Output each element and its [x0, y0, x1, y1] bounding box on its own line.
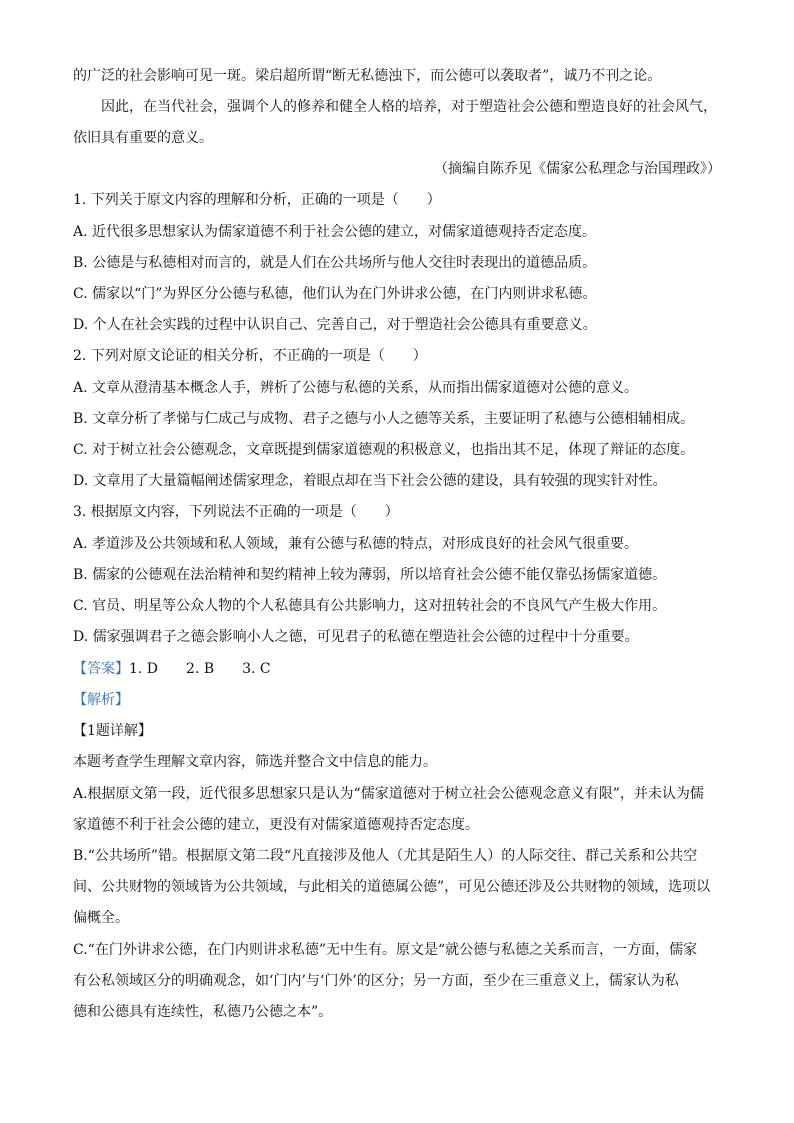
question-option: B. 文章分析了孝悌与仁成己与成物、君子之德与小人之德等关系，主要证明了私德与公德相辅相成。: [73, 411, 695, 427]
question-stem: 2. 下列对原文论证的相关分析，不正确的一项是（ ）: [73, 348, 427, 364]
analysis-heading: [73, 690, 723, 710]
analysis-line: 有公私领域区分的明确观念，如‘门内’与‘门外’的区分；另一方面，至少在三重意义上，儒家认为私: [73, 973, 679, 989]
question-option: B. 公德是与私德相对而言的，就是人们在公共场所与他人交往时表现出的道德品质。: [73, 255, 597, 271]
question-option: C. 对于树立社会公德观念，文章既提到儒家道德观的积极意义，也指出其不足，体现了辩证的态度。: [73, 442, 695, 458]
answer-tag: 【答案】: [73, 661, 129, 677]
passage-line: 的广泛的社会影响可见一斑。梁启超所谓“断无私德浊下，而公德可以袭取者”，诚乃不刊之论。: [73, 68, 662, 84]
analysis-tag: 【解析】: [73, 692, 129, 708]
analysis-line: 偏概全。: [73, 910, 129, 926]
question-option: D. 个人在社会实践的过程中认识自己、完善自己，对于塑造社会公德具有重要意义。: [73, 317, 597, 333]
analysis-line: C.“在门外讲求公德，在门内则讲求私德”无中生有。原文是“就公德与私德之关系而言，一方面，儒家: [73, 942, 698, 958]
question-option: C. 儒家以“门”为界区分公德与私德，他们认为在门外讲求公德，在门内则讲求私德。: [73, 286, 597, 302]
question-option: B. 儒家的公德观在法治精神和契约精神上较为薄弱，所以培育社会公德不能仅靠弘扬儒家道德。: [73, 567, 667, 583]
q1-analysis-header: 【1题详解】: [73, 723, 152, 739]
analysis-line: 间、公共财物的领域皆为公共领域，与此相关的道德属公德”，可见公德还涉及公共财物的领域，选项以: [73, 879, 711, 895]
analysis-line: B.“公共场所”错。根据原文第二段“凡直接涉及他人（尤其是陌生人）的人际交往、群己关系和公共空: [73, 848, 698, 864]
question-option: A. 孝道涉及公共领域和私人领域，兼有公德与私德的特点，对形成良好的社会风气很重要。: [73, 536, 639, 552]
question-stem: 1. 下列关于原文内容的理解和分析，正确的一项是（ ）: [73, 192, 441, 208]
analysis-line: A.根据原文第一段，近代很多思想家只是认为“儒家道德对于树立社会公德观念意义有限”，并未认为儒: [73, 786, 704, 802]
passage-line: 因此，在当代社会，强调个人的修养和健全人格的培养，对于塑造社会公德和塑造良好的社会风气，: [101, 99, 717, 115]
q1-analysis-intro: 本题考查学生理解文章内容，筛选并整合文中信息的能力。: [73, 754, 437, 770]
answer-text: 1. D 2. B 3. C: [129, 661, 271, 677]
question-stem: 3. 根据原文内容，下列说法不正确的一项是（ ）: [73, 504, 399, 520]
answer-line: [73, 659, 723, 679]
question-option: A. 近代很多思想家认为儒家道德不利于社会公德的建立，对儒家道德观持否定态度。: [73, 224, 597, 240]
analysis-line: 德和公德具有连续性，私德乃公德之本”。: [73, 1004, 333, 1020]
analysis-line: 家道德不利于社会公德的建立，更没有对儒家道德观持否定态度。: [73, 817, 479, 833]
question-option: D. 儒家强调君子之德会影响小人之德，可见君子的私德在塑造社会公德的过程中十分重要。: [73, 629, 639, 645]
passage-line: 依旧具有重要的意义。: [73, 130, 213, 146]
question-option: A. 文章从澄清基本概念人手，辨析了公德与私德的关系，从而指出儒家道德对公德的意义。: [73, 380, 639, 396]
passage-source: （摘编自陈乔见《儒家公私理念与治国理政》）: [434, 161, 721, 177]
question-option: C. 官员、明星等公众人物的个人私德具有公共影响力，这对扭转社会的不良风气产生极大作用。: [73, 598, 667, 614]
question-option: D. 文章用了大量篇幅阐述儒家理念，着眼点却在当下社会公德的建设，具有较强的现实针对性。: [73, 473, 667, 489]
